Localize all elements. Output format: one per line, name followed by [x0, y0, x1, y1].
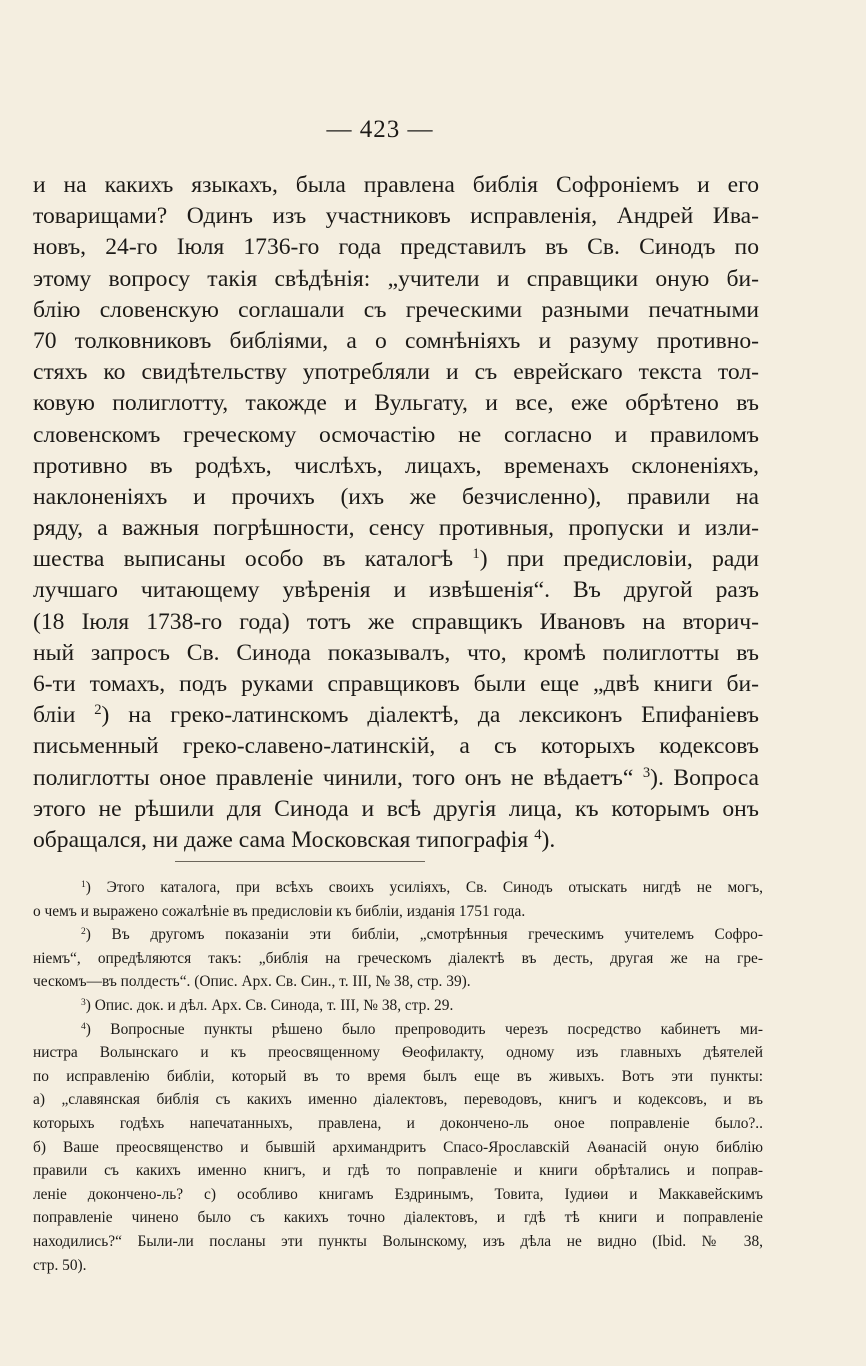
- text-line: [33, 763, 759, 794]
- footnote-ref: 2: [94, 702, 102, 719]
- text-segment: бліи: [33, 702, 76, 729]
- text-line: [33, 700, 759, 731]
- text-line: ковую полиглотту, такожде и Вульгату, и все, еже обрѣтено въ: [33, 390, 759, 417]
- footnote-line: ніемъ“, опредѣляются такъ: „библія на греческомъ діалектѣ въ десть, другая же на гре-: [33, 949, 763, 967]
- footnote-line: ческомъ—въ полдесть“. (Опис. Арх. Св. Син., т. III, № 38, стр. 39).: [33, 973, 471, 991]
- footnote-line: которыхъ годѣхъ напечатанныхъ, правлена, и докончено-ль оное поправленіе было?..: [33, 1114, 763, 1132]
- footnote-marker: 4: [81, 1020, 86, 1032]
- text-line: и на какихъ языкахъ, была правлена библія Софроніемъ и его: [33, 172, 759, 198]
- footnote-marker: 1: [81, 878, 86, 890]
- text-segment: обращался, ни даже сама Московская типографія: [33, 826, 529, 853]
- text-line: этому вопросу такія свѣдѣнія: „учители и справщики оную би-: [33, 265, 759, 292]
- text-line: [33, 544, 759, 575]
- footnotes: [33, 876, 763, 1277]
- text-line: лучшаго читающему увѣренія и извѣшенія“. Въ другой разъ: [33, 577, 759, 604]
- footnote-line: по исправленію библіи, который въ то время былъ еще въ живыхъ. Вотъ эти пункты:: [33, 1067, 763, 1085]
- text-line: стяхъ ко свидѣтельству употребляли и съ еврейскаго текста тол-: [33, 359, 759, 386]
- footnote-line: леніе докончено-ль? с) особливо книгамъ Ездринымъ, Товита, Іудиѳи и Маккавейскимъ: [33, 1185, 763, 1203]
- text-line: словенскомъ греческому осмочастію не согласно и правиломъ: [33, 421, 759, 448]
- footnote-marker: 2: [81, 925, 86, 937]
- footnote-ref: 1: [472, 546, 480, 563]
- footnote-ref: 4: [534, 826, 542, 843]
- footnote-line: нистра Волынскаго и къ преосвященному Ѳеофилакту, одному изъ главныхъ дѣятелей: [33, 1044, 763, 1062]
- footnote-line: б) Ваше преосвященство и бывшій архимандритъ Спасо-Ярославскій Аѳанасій оную библію: [33, 1138, 763, 1156]
- footnote-line: [33, 923, 763, 947]
- text-line: ряду, а важныя погрѣшности, сенсу противныя, пропуски и изли-: [33, 515, 759, 542]
- footnote-line: стр. 50).: [33, 1256, 87, 1274]
- main-text: [33, 170, 759, 856]
- text-line: наклоненіяхъ и прочихъ (ихъ же безчисленно), правили на: [33, 483, 759, 510]
- footnote-line: [33, 1018, 763, 1042]
- footnote-line: о чемъ и выражено сожалѣніе въ предисловіи къ библіи, изданія 1751 года.: [33, 902, 526, 920]
- text-line: товарищами? Одинъ изъ участниковъ исправленія, Андрей Ива-: [33, 203, 759, 230]
- text-segment: шества выписаны особо въ каталогѣ: [33, 546, 454, 573]
- footnote-ref: 3: [642, 764, 651, 781]
- text-line: 70 толковниковъ библіями, а о сомнѣніяхъ и разуму противно-: [33, 327, 759, 354]
- text-line: письменный греко-славено-латинскій, а съ которыхъ кодексовъ: [33, 733, 759, 760]
- text-segment: ).: [541, 826, 556, 853]
- footnote-marker: 3: [81, 996, 86, 1008]
- text-line: этого не рѣшили для Синода и всѣ другія лица, къ которымъ онъ: [33, 795, 759, 822]
- page-number: — 423 —: [326, 116, 434, 143]
- footnote-line: [33, 876, 763, 900]
- text-segment: полиглотты оное правленіе чинили, того онъ не вѣдаетъ“: [33, 764, 634, 791]
- footnote-line: находились?“ Были-ли посланы эти пункты Волынскому, изъ дѣла не видно (Ibid. № 38,: [33, 1232, 763, 1250]
- footnote-text: ) Вопросные пункты рѣшено было препроводить черезъ посредство кабинетъ ми-: [85, 1020, 763, 1038]
- footnote-divider: [175, 861, 425, 862]
- text-segment: ) при предисловіи, ради: [479, 546, 759, 573]
- text-line: 6-ти томахъ, подъ руками справщиковъ были еще „двѣ книги би-: [33, 671, 759, 697]
- text-line: [33, 825, 759, 856]
- footnote-text: ) Этого каталога, при всѣхъ своихъ усиліяхъ, Св. Синодъ отыскать нигдѣ не могъ,: [85, 879, 763, 896]
- footnote-text: ) Въ другомъ показаніи эти библіи, „смотрѣнныя греческимъ учителемъ Софро-: [85, 926, 763, 944]
- text-line: блію словенскую соглашали съ греческими разными печатными: [33, 296, 759, 323]
- text-line: (18 Іюля 1738-го года) тотъ же справщикъ Ивановъ на вторич-: [33, 608, 759, 635]
- footnote-text: ) Опис. док. и дѣл. Арх. Св. Синода, т. III, № 38, стр. 29.: [85, 996, 454, 1014]
- text-line: ный запросъ Св. Синода показывалъ, что, кромѣ полиглотты въ: [33, 639, 759, 666]
- text-segment: ). Вопроса: [650, 764, 760, 791]
- text-line: противно въ родѣхъ, числѣхъ, лицахъ, временахъ склоненіяхъ,: [33, 452, 759, 479]
- footnote-line: [33, 994, 763, 1018]
- footnote-line: поправленіе чинено было съ какихъ точно діалектовъ, и гдѣ тѣ книги и поправленіе: [33, 1209, 763, 1227]
- footnote-line: правили съ какихъ именно книгъ, и гдѣ то поправленіе и книги обрѣтались и поправ-: [33, 1162, 763, 1180]
- footnote-line: а) „славянская библія съ какихъ именно діалектовъ, переводовъ, книгъ и кодексовъ, и въ: [33, 1091, 763, 1109]
- text-line: новъ, 24-го Іюля 1736-го года представилъ въ Св. Синодъ по: [33, 234, 759, 261]
- text-segment: ) на греко-латинскомъ діалектѣ, да лексиконъ Епифаніевъ: [101, 702, 759, 729]
